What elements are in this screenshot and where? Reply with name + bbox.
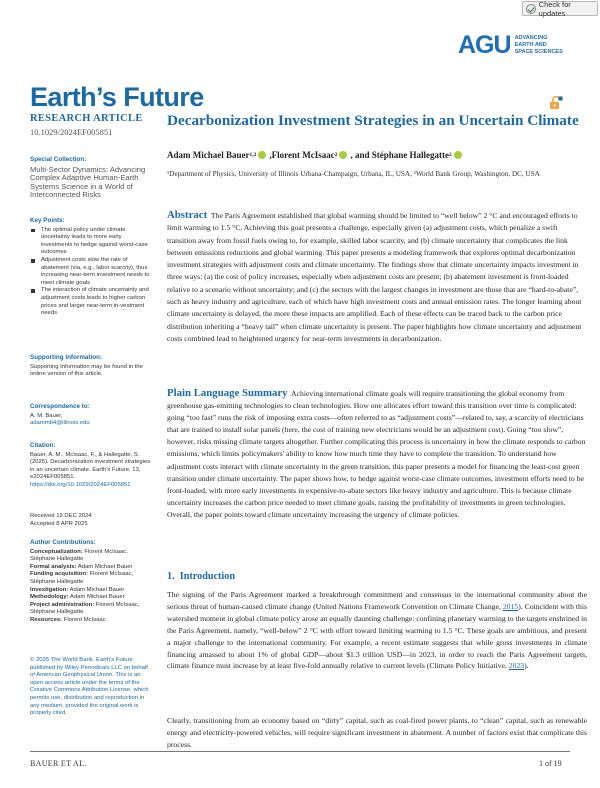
special-collection (30, 156, 152, 200)
author-affiliation-marker: 2 (334, 152, 338, 158)
contribution-role: Funding acquisition: (30, 571, 88, 578)
check-updates-icon (526, 4, 536, 14)
key-points-heading: Key Points: (30, 217, 65, 224)
correspondence-email-link[interactable]: adammb4@illinois.edu (30, 420, 90, 427)
supporting-information-text: Supporting Information may be found in the online version of this article. (30, 363, 143, 378)
received-date: Received 19 DEC 2024 (30, 513, 92, 519)
contribution-role: Investigation: (30, 586, 69, 593)
license-statement[interactable]: © 2025 The World Bank. Earth's Future published by Wiley Periodicals LLC on behalf of American Geophysical Union. This is an open access article under the terms of the Creative Commons Attribution License, which permits use, distribution and reproduction in any medium, provided the original work is properly cited. (30, 657, 149, 717)
intro-text: The signing of the Paris Agreement marked a breakthrough commitment and consensus in the international community about the serious threat of human-caused climate change (United Nations Framework Convention on Climate Change, (167, 590, 587, 611)
check-updates-label: Check for updates (538, 0, 571, 18)
agu-line-2: EARTH AND (514, 42, 547, 48)
contribution-role: Conceptualization: (30, 548, 83, 555)
author-contributions (30, 539, 152, 625)
reference-link[interactable]: 2015 (502, 601, 519, 611)
open-access-icon (549, 96, 563, 110)
key-points (30, 217, 152, 318)
article-type: RESEARCH ARTICLE (30, 113, 143, 124)
section-heading-introduction: 1. Introduction (167, 571, 236, 582)
contribution-row (30, 587, 152, 595)
contribution-authors: Florent McIsaac, Stéphane Hallegatte (30, 548, 128, 563)
agu-logo-letters: AGU (458, 31, 511, 59)
abstract-text: The Paris Agreement established that global warming should be limited to “well below” 2 °C and encouraged efforts to limit warming to 1.5 °C. Achieving this goal presents a challenge, especially given (a) adjustment costs, which penalize a swift transition away from fossil fuels owing to, for example, skilled labor scarcity, and (b) climate uncertainty that complicates the link between emissions reductions and global warming. This paper presents a modeling framework that explores optimal decarbonization investment strategies with adjustment costs and climate uncertainty. The findings show that climate uncertainty impacts investment in three ways: (a) the cost of policy increases, especially when adjustment costs are present; (b) abatement investment is front-loaded relative to a scenario without uncertainty; and (c) the sectors with the largest changes in investment are those that are “hard-to-abate”, such as heavy industry and agriculture, each of which have high investment costs and annual emission rates. The longer learning about climate uncertainty is delayed, the more these impacts are amplified. Each of these effects can be traced back to the carbon price distribution inheriting a “heavy tail” when climate uncertainty is present. The paper highlights how climate uncertainty and adjustment costs combined lead to heightened urgency for near-term investments in decarbonization. (167, 211, 582, 343)
plain-language-summary-text: Achieving international climate goals will require transitioning the global economy from greenhouse gas-emitting technologies to clean technologies. How one allocates effort toward this transition over time is complicated: going “too fast” runs the risk of imposing extra costs—often referred to as “adjustment costs”—related to, say, a scarcity of electricians that are trained to install solar panels (here, the cost of training new electricians would be an adjustment cost). Going “too slow”, however, risks missing climate targets altogether. Further complicating this process is uncertainty in how the climate responds to carbon emissions, which limits policymakers' ability to know how much time they have to complete the transition. To understand how adjustment costs interact with climate uncertainty in the green transition, this paper presents a model for financing the least-cost green transition under climate uncertainty. The paper shows how, to hedge against worst-case climate outcomes, investment efforts need to be front-loaded, with more early investments in expensive-to-abate sectors like heavy industry and agriculture. This is because climate uncertainty increases the carbon price needed to meet climate goals, raising the profitability of investments in green technologies. Overall, the paper points toward climate uncertainty increasing the urgency of climate policies. (167, 389, 586, 519)
abstract (167, 209, 587, 345)
agu-line-1: ADVANCING (514, 35, 548, 41)
contribution-row (30, 617, 152, 625)
journal-name: Earth’s Future (30, 82, 204, 112)
agu-line-3: SPACE SCIENCES (514, 49, 563, 55)
author-affiliation-marker: 1,2 (249, 152, 257, 158)
check-for-updates-button[interactable] (522, 1, 598, 16)
orcid-icon[interactable] (258, 151, 266, 159)
supporting-information-heading: Supporting Information: (30, 354, 103, 361)
footer-divider (30, 751, 570, 752)
supporting-information (30, 354, 152, 379)
key-point: The interaction of climate uncertainty and adjustment costs leads to higher carbon prices and larger near-term in-vestment needs (30, 287, 152, 317)
contribution-row (30, 564, 152, 572)
citation-doi-link[interactable]: https://doi.org/10.1029/2024EF005851 (30, 481, 131, 488)
author-separator: , and (350, 150, 372, 160)
intro-text: ). Coincident with this watershed moment in global climate policy arose an equally daunting challenge: confining planetary warming to the targets enshrined in the Paris Agreement, namely, “well-below” 2 °C with effort toward limiting warming to 1.5 °C. These goals are ambitious, and present a major challenge to the international community. For example, a recent estimate suggests that while gross investments in climate financing amassed to about 1% of global GDP—about $1.3 trillion USD—in 2023, in order to reach the Paris Agreement targets, climate finance must increase by at least five-fold annually relative to current levels (Climate Policy Initiative, (167, 601, 587, 671)
intro-paragraph (167, 589, 587, 672)
abstract-label: Abstract (167, 209, 208, 221)
reference-link[interactable]: 2023 (508, 661, 525, 671)
contribution-row (30, 594, 152, 602)
page-number: 1 of 19 (539, 759, 562, 768)
intro-text: ). (524, 661, 529, 671)
special-collection-text[interactable]: Multi-Sector Dynamics: Advancing Complex Adaptive Human-Earth Systems Science in a World of Interconnected Risks (30, 164, 146, 200)
plain-language-summary (167, 387, 587, 521)
footer-authors: BAUER ET AL. (30, 759, 87, 768)
accepted-date: Accepted 8 APR 2025 (30, 520, 88, 527)
intro-paragraph: Clearly, transitioning from an economy based on “dirty” capital, such as coal-fired power plants, to “clean” capital, such as renewable energy and electricity-powered vehicles, will require significant investment in abatement. A number of factors exist that complicate this process. (167, 716, 587, 749)
contribution-role: Methodology: (30, 594, 69, 601)
contribution-authors: Adam Michael Bauer (69, 594, 125, 601)
contribution-row (30, 571, 152, 586)
agu-tagline (515, 35, 563, 56)
author-name[interactable]: Florent McIsaac (271, 150, 335, 160)
citation-text: Bauer, A. M., McIsaac, F., & Hallegatte, S. (2025). Decarbonization investment strategies in an uncertain climate. Earth's Future, 13, e2024EF005851. (30, 451, 151, 481)
contribution-authors: Adam Michael Bauer (77, 563, 133, 570)
contribution-authors: Florent McIsaac (63, 616, 106, 623)
correspondence (30, 403, 152, 428)
special-collection-heading: Special Collection: (30, 156, 87, 163)
contribution-role: Formal analysis: (30, 563, 77, 570)
orcid-icon[interactable] (339, 151, 347, 159)
contribution-authors: Florent McIsaac, Stéphane Hallegatte (30, 601, 140, 616)
author-list (167, 150, 465, 160)
article-doi: 10.1029/2024EF005851 (30, 127, 113, 137)
author-affiliation-marker: 2 (448, 152, 452, 158)
correspondence-name: A. M. Bauer, (30, 412, 63, 419)
contribution-role: Project administration: (30, 601, 95, 608)
article-dates (30, 513, 152, 528)
contribution-role: Resources: (30, 616, 63, 623)
correspondence-heading: Correspondence to: (30, 403, 90, 410)
affiliations: ¹Department of Physics, University of Illinois Urbana-Champaign, Urbana, IL, USA, ²World Bank Group, Washington, DC, USA (167, 170, 540, 178)
citation-heading: Citation: (30, 442, 56, 449)
contribution-row (30, 549, 152, 564)
author-contributions-heading: Author Contributions: (30, 539, 96, 546)
author-name[interactable]: Stéphane Hallegatte (371, 150, 449, 160)
contribution-authors: Adam Michael Bauer (69, 586, 125, 593)
key-point: The optimal policy under climate uncertainty leads to more early investments to hedge against worst-case outcomes (30, 227, 152, 257)
contribution-authors: Florent McIsaac, Stéphane Hallegatte (30, 571, 134, 585)
plain-language-summary-label: Plain Language Summary (167, 387, 288, 399)
author-separator: , (269, 150, 272, 160)
contribution-row (30, 602, 152, 617)
agu-logo (458, 31, 563, 60)
key-point: Adjustment costs slow the rate of abatement (via, e.g., labor scarcity), thus increasing near-term investment needs to meet climate goals (30, 257, 152, 287)
citation (30, 442, 152, 490)
orcid-icon[interactable] (454, 151, 462, 159)
author-name[interactable]: Adam Michael Bauer (167, 150, 250, 160)
article-title: Decarbonization Investment Strategies in an Uncertain Climate (167, 112, 579, 129)
